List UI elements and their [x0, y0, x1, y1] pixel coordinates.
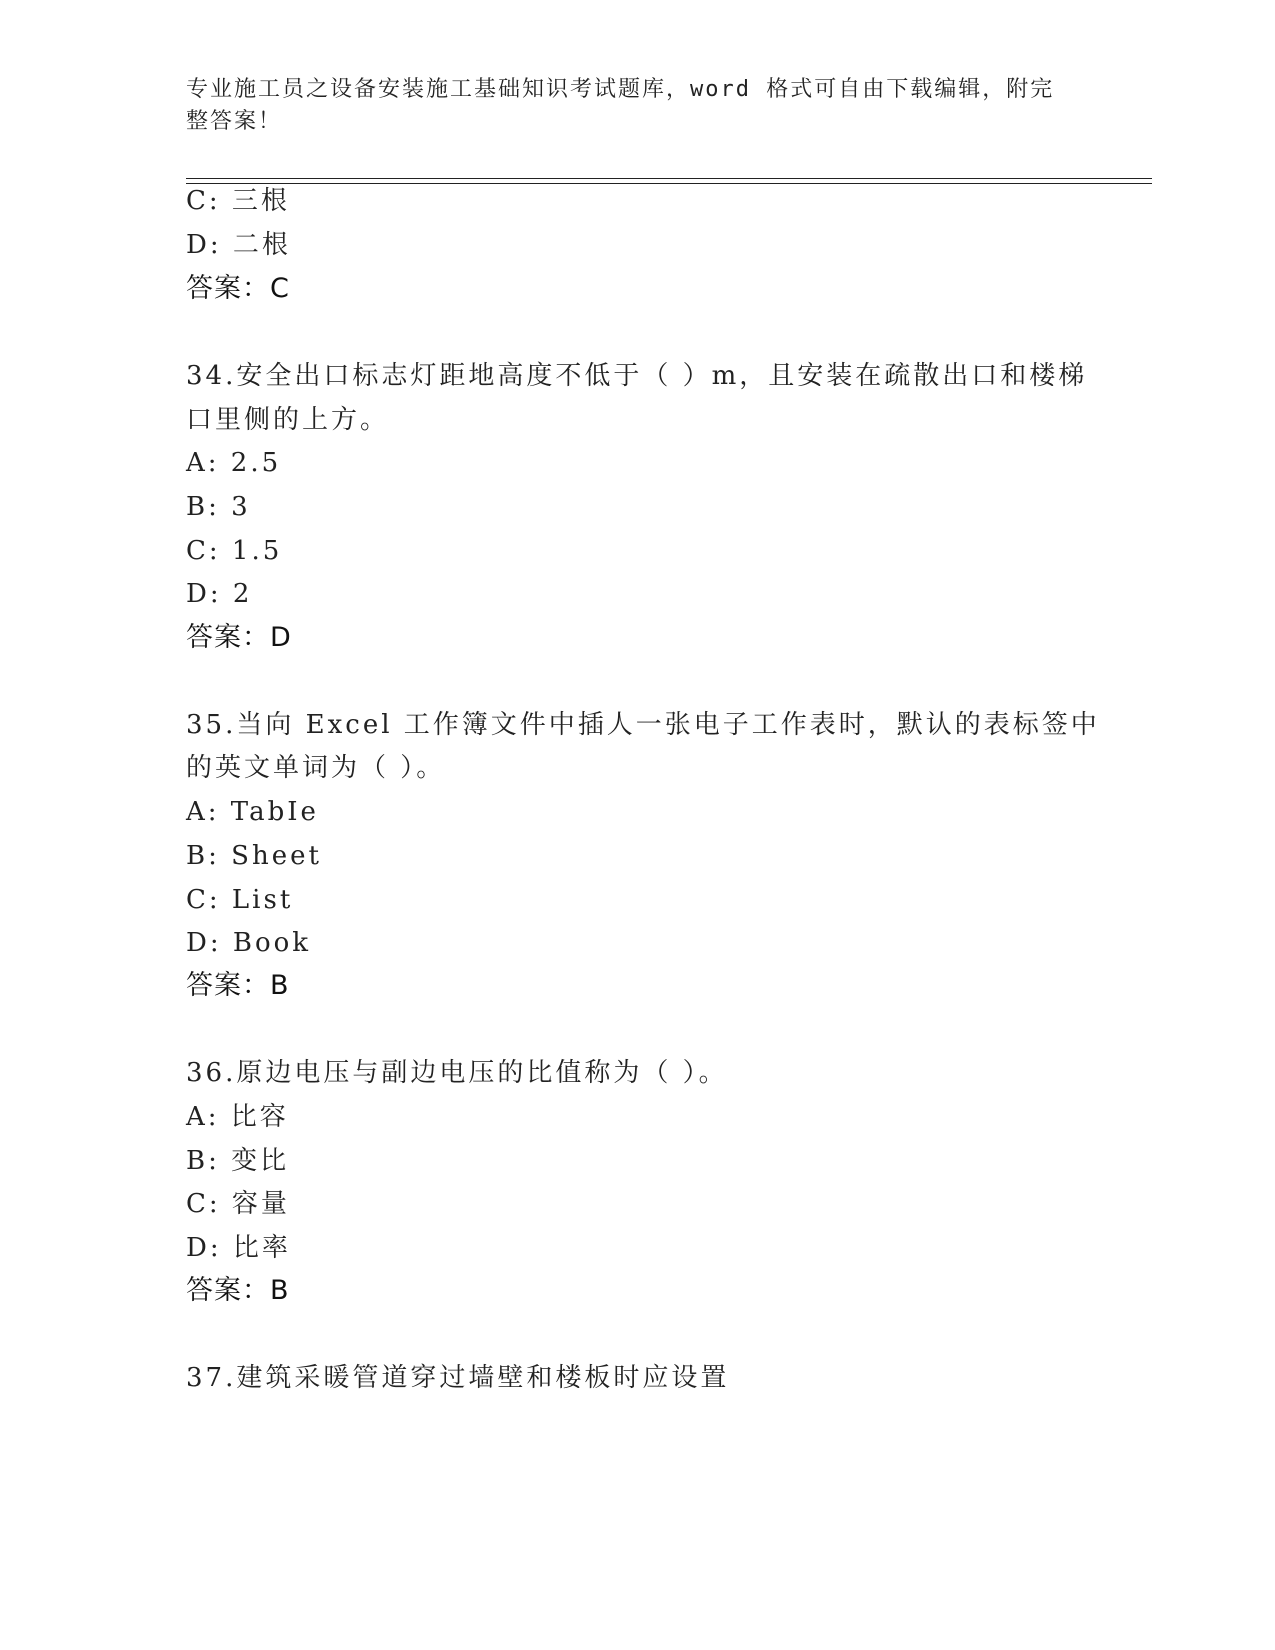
q33-option-c: C: 三根: [186, 186, 290, 216]
q35-stem-line-1: 35.当向 Excel 工作簿文件中插人一张电子工作表时，默认的表标签中: [186, 710, 1100, 740]
q34-answer: 答案：D: [186, 622, 292, 653]
q35-option-d: D: Book: [186, 928, 312, 958]
document-header: [186, 74, 1066, 138]
q35-option-a: A: TabIe: [186, 797, 319, 827]
q34-option-c: C: 1.5: [186, 536, 283, 566]
header-divider-bottom: [186, 183, 1152, 184]
q35-option-b: B: Sheet: [186, 841, 322, 871]
q34-stem-line-1: 34.安全出口标志灯距地高度不低于（ ）m，且安装在疏散出口和楼梯: [186, 361, 1088, 391]
q35-stem-line-2: 的英文单词为（ ）。: [186, 753, 446, 783]
q36-option-d: D: 比率: [186, 1233, 291, 1263]
q36-stem-line-1: 36.原边电压与副边电压的比值称为（ ）。: [186, 1058, 728, 1088]
q36-answer: 答案：B: [186, 1275, 290, 1306]
q36-option-a: A: 比容: [186, 1102, 289, 1132]
q33-answer: 答案：C: [186, 273, 290, 304]
q35-answer: 答案：B: [186, 970, 290, 1001]
q37-stem-line-1: 37.建筑采暖管道穿过墙壁和楼板时应设置: [186, 1363, 730, 1393]
q34-option-b: B: 3: [186, 492, 251, 522]
q36-option-c: C: 容量: [186, 1189, 290, 1219]
q34-stem-line-2: 口里侧的上方。: [186, 405, 390, 435]
header-title-line-2: 整答案！: [186, 109, 283, 134]
q35-option-c: C: List: [186, 885, 294, 915]
q34-option-d: D: 2: [186, 579, 253, 609]
q34-option-a: A: 2.5: [186, 448, 282, 478]
q33-option-d: D: 二根: [186, 230, 291, 260]
header-title-line-1: 专业施工员之设备安装施工基础知识考试题库，word 格式可自由下载编辑，附完: [186, 77, 1055, 102]
q36-option-b: B: 变比: [186, 1146, 290, 1176]
header-divider-top: [186, 178, 1152, 179]
